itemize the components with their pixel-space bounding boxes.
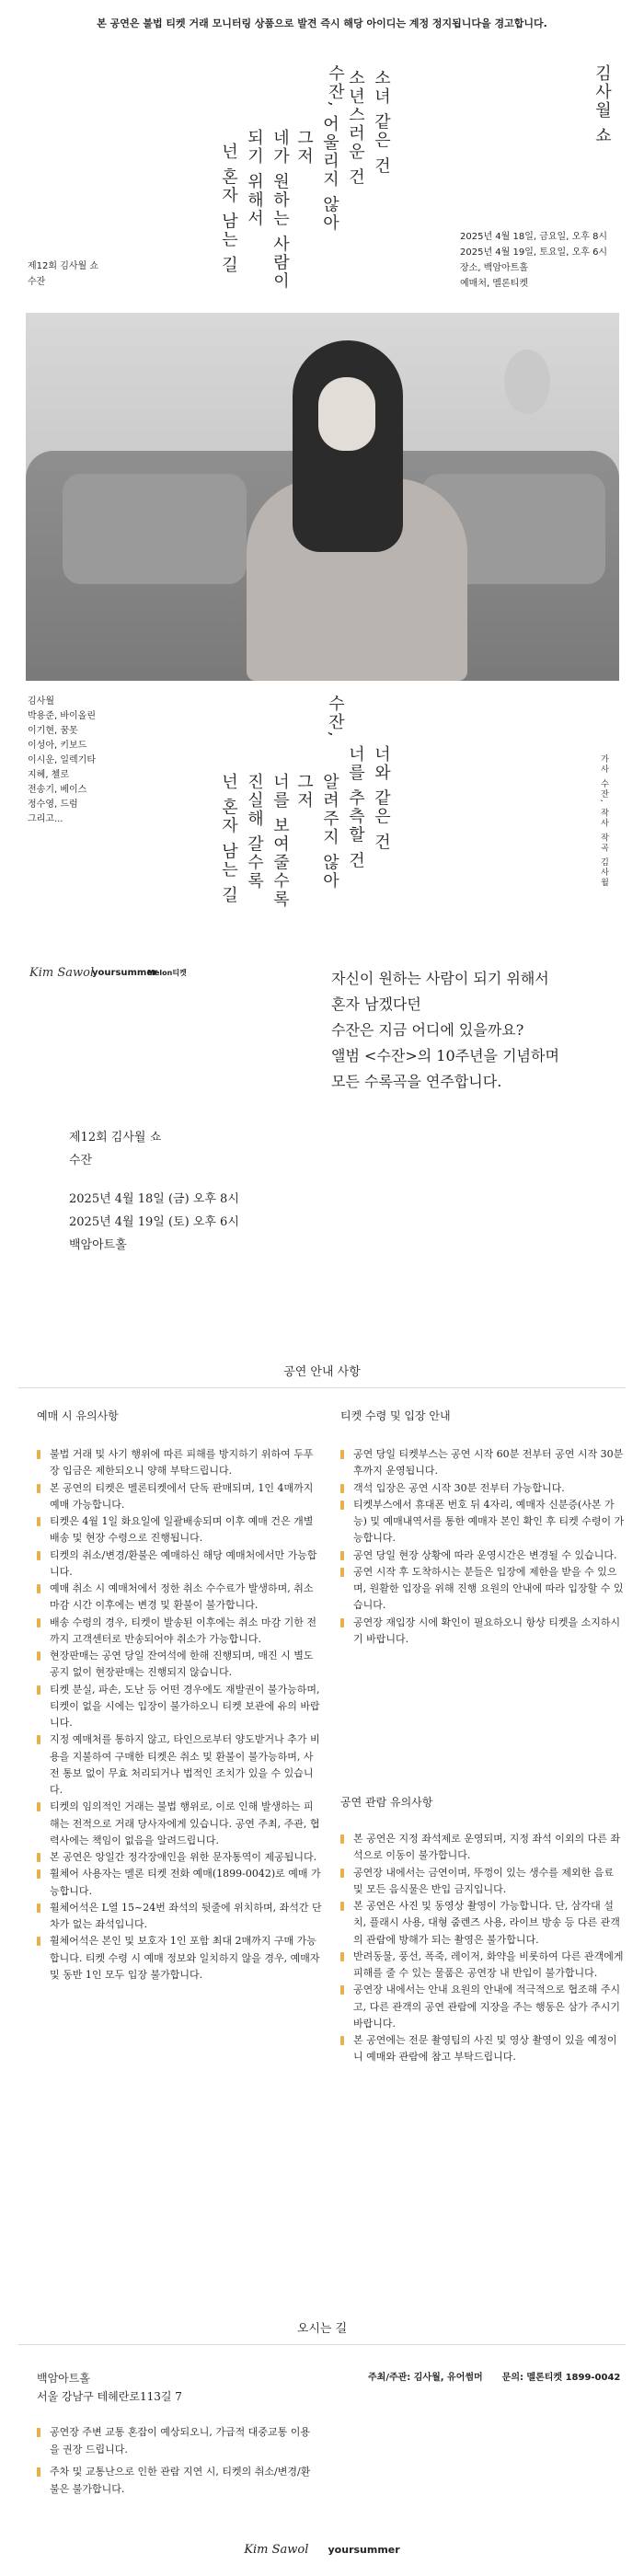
list-item: 휠체어 사용자는 멜론 티켓 전화 예매(1899-0042)로 예매 가능합니다.	[37, 1866, 322, 1900]
photo-figure-face	[318, 377, 375, 451]
photo-cushion	[63, 474, 247, 584]
info-venue: 백암아트홀	[69, 1237, 127, 1252]
list-item: 본 공연에는 전문 촬영팀의 사진 및 영상 촬영이 있을 예정이니 예매와 관람에 참고 부탁드립니다.	[340, 2032, 626, 2066]
notice-left-list	[37, 1446, 322, 1984]
list-item: 휠체어석은 본인 및 보호자 1인 포함 최대 2매까지 구매 가능합니다. 티켓 수령 시 예매 정보와 일치하지 않을 경우, 예매자 및 동반 1인 모두 입장 불가합니다.	[37, 1933, 322, 1984]
list-item: 본 공연은 앙일간 정각장애인을 위한 문자통역이 제공됩니다.	[37, 1849, 322, 1866]
directions-host: 주최/주관: 김사월, 유어썸머	[368, 2373, 483, 2383]
poster-artist-title: 김사월 쇼	[592, 64, 612, 145]
list-item: 공연 당일 티켓부스는 공연 시작 60분 전부터 공연 시작 30분 후까지 운영됩니다.	[340, 1446, 626, 1480]
intro-line: 앨범 <수잔>의 10주년을 기념하며	[331, 1047, 559, 1064]
artist-photo	[26, 313, 619, 681]
list-item: 본 공연의 티켓은 멜론티켓에서 단독 판매되며, 1인 4매까지 예매 가능합니다.	[37, 1480, 322, 1514]
list-item: 공연 시작 후 도착하시는 분들은 입장에 제한을 받을 수 있으며, 원활한 입장을 위해 진행 요원의 안내에 따라 입장할 수 있습니다.	[340, 1564, 626, 1615]
bottom-lyric-col: 알려주지 않아	[319, 773, 339, 891]
intro-text	[331, 966, 626, 1095]
list-item: 주차 및 교통난으로 인한 관람 지연 시, 티켓의 취소/변경/환불은 불가합니다.	[37, 2464, 313, 2498]
list-item: 반려동물, 풍선, 폭죽, 레이저, 화약을 비롯하여 다른 관객에게 피해를 줄 수 있는 물품은 공연장 내 반입이 불가합니다.	[340, 1949, 626, 1983]
bottom-lyric-col: 그저	[293, 773, 314, 810]
poster-date-2: 2025년 4월 19일, 토요일, 오후 6시	[460, 247, 608, 258]
list-item: 공연장 주변 교통 혼잡이 예상되오니, 가급적 대중교통 이용을 권장 드립니다.	[37, 2424, 313, 2458]
list-item: 객석 입장은 공연 시작 30분 전부터 가능합니다.	[340, 1480, 626, 1497]
photo-lamp	[504, 350, 550, 414]
list-item: 본 공연은 지정 좌석제로 운영되며, 지정 좌석 이외의 다른 좌석으로 이동이 불가합니다.	[340, 1831, 626, 1865]
credit-line: 이성아, 키보드	[28, 741, 87, 751]
poster-top-heading: 수잔,	[325, 64, 345, 109]
top-lyric-col: 그저	[293, 129, 314, 166]
poster-credits	[28, 695, 96, 827]
poster-bottom-heading: 수잔,	[325, 695, 345, 739]
poster-venue: 장소, 백암아트홀	[460, 263, 528, 273]
notice-right-heading-2: 공연 관람 유의사항	[340, 1796, 433, 1809]
poster-show-label: 제12회 김사월 쇼	[28, 261, 99, 271]
directions-inquiry: 문의: 멜론티켓 1899-0042	[501, 2373, 621, 2383]
list-item: 티켓의 임의적인 거래는 불법 행위로, 이로 인해 발생하는 피해는 전적으로 거래 당사자에게 있습니다. 공연 주최, 주관, 협력사에는 책임이 없음을 알려드립니다.	[37, 1799, 322, 1849]
credit-line: 박용준, 바이올린	[28, 711, 96, 721]
credit-line: 지혜, 첼로	[28, 770, 69, 780]
directions-address: 서울 강남구 테헤란로113길 7	[37, 2390, 182, 2404]
notice-right-list	[340, 1446, 626, 1648]
footer-logos	[0, 2539, 644, 2557]
notice-right-heading: 티켓 수령 및 입장 안내	[340, 1409, 451, 1422]
credit-line: 이시운, 일렉기타	[28, 755, 96, 765]
info-date-1: 2025년 4월 18일 (금) 오후 8시	[69, 1192, 239, 1207]
intro-line: 자신이 원하는 사람이 되기 위해서	[331, 970, 549, 987]
poster-brand-melon: Melon티켓	[147, 969, 187, 977]
bottom-lyric-col: 너를 추측할 건	[345, 745, 365, 870]
top-lyric-col: 소녀 같은 건	[371, 69, 391, 176]
list-item: 본 공연은 사진 및 동영상 촬영이 가능합니다. 단, 삼각대 설치, 플래시 사용, 대형 줌렌즈 사용, 라이브 방송 등 다른 관객의 관람에 방해가 되는 촬영은 불가합니다.	[340, 1898, 626, 1949]
list-item: 불법 거래 및 사기 행위에 따른 피해를 방지하기 위하여 두푸장 입금은 제한되오니 양해 부탁드립니다.	[37, 1446, 322, 1480]
list-item: 티켓은 4월 1일 화요일에 일괄배송되며 이후 예매 건은 개별 배송 및 현장 수령으로 진행됩니다.	[37, 1513, 322, 1547]
directions-venue-block	[37, 2369, 182, 2407]
list-item: 공연장 내에서는 안내 요원의 안내에 적극적으로 협조해 주시고, 다른 관객의 공연 관람에 지장을 주는 행동은 삼가 주시기 바랍니다.	[340, 1982, 626, 2032]
credit-line: 그리고...	[28, 814, 63, 824]
ticket-warning-banner: 본 공연은 불법 티켓 거래 모니터링 상품으로 발견 즉시 해당 아이디는 계정 정지됩니다을 경고합니다.	[97, 17, 547, 29]
directions-notes	[37, 2424, 313, 2504]
directions-divider	[18, 2344, 626, 2345]
poster-show-sub: 수잔	[28, 277, 46, 287]
list-item: 배송 수령의 경우, 티켓이 발송된 이후에는 취소 마감 기한 전까지 고객센터로 반송되어야 취소가 가능합니다.	[37, 1615, 322, 1649]
notice-left-heading: 예매 시 유의사항	[37, 1409, 119, 1422]
show-info	[69, 1127, 239, 1257]
footer-brand-yoursummer: yoursummer	[328, 2544, 400, 2556]
list-item: 티켓 분실, 파손, 도난 등 어떤 경우에도 재발권이 불가능하며, 티켓이 없을 시에는 입장이 불가하오니 티켓 보관에 유의 바랍니다.	[37, 1682, 322, 1732]
top-lyric-col: 어울리지 않아	[319, 115, 339, 233]
credit-line: 김사월	[28, 696, 54, 707]
poster-side-note: 가사 수잔, 작사 작곡 김사월	[599, 754, 608, 889]
list-item: 휠체어석은 L열 15~24번 좌석의 뒷줄에 위치하며, 좌석간 단차가 없는 좌석입니다.	[37, 1900, 322, 1934]
notice-title: 공연 안내 사항	[283, 1365, 361, 1379]
directions-contact	[368, 2369, 620, 2383]
bottom-lyric-col: 너를 보여줄수록	[270, 773, 290, 909]
notice-divider	[18, 1387, 626, 1388]
credit-line: 전송기, 베이스	[28, 785, 87, 795]
bottom-lyric-col: 진실해 갈수록	[244, 773, 264, 891]
list-item: 티켓부스에서 휴대폰 번호 뒤 4자리, 예매자 신분증(사본 가능) 및 예매내역서를 통한 예매자 본인 확인 후 티켓 수령이 가능합니다.	[340, 1497, 626, 1547]
info-title: 수잔	[69, 1153, 93, 1167]
directions-title: 오시는 길	[296, 2322, 348, 2336]
list-item: 공연장 재입장 시에 확인이 필요하오니 항상 티켓을 소지하시기 바랍니다.	[340, 1615, 626, 1649]
intro-line: 수잔은 지금 어디에 있을까요?	[331, 1021, 524, 1039]
list-item: 티켓의 취소/변경/환불은 예매하신 해당 예매처에서만 가능합니다.	[37, 1547, 322, 1581]
top-lyric-col: 넌 혼자 남는 길	[218, 143, 238, 275]
poster-date-1: 2025년 4월 18일, 금요일, 오후 8시	[460, 232, 608, 242]
poster-booking: 예매처, 멜론티켓	[460, 279, 528, 289]
notice-right-list-2	[340, 1831, 626, 2066]
info-date-2: 2025년 4월 19일 (토) 오후 6시	[69, 1215, 239, 1230]
bottom-lyric-col: 너와 같은 건	[371, 745, 391, 852]
top-lyric-col: 되기 위해서	[244, 129, 264, 228]
list-item: 현장판매는 공연 당일 잔여석에 한해 진행되며, 매진 시 별도 공지 없이 현장판매는 진행되지 않습니다.	[37, 1648, 322, 1682]
directions-venue: 백암아트홀	[37, 2372, 90, 2385]
poster	[0, 46, 644, 1067]
credit-line: 이기현, 꿈못	[28, 726, 78, 736]
list-item: 지정 예매처를 통하지 않고, 타인으로부터 양도받거나 추가 비용을 지불하여 구매한 티켓은 취소 및 환불이 불가능하며, 사전 통보 없이 무효 처리되거나 법적인 조치가 있을 수 있습니다.	[37, 1731, 322, 1799]
info-show: 제12회 김사월 쇼	[69, 1131, 162, 1144]
poster-signature-logo: Kim Sawol	[29, 966, 95, 980]
credit-line: 정수영, 드럼	[28, 799, 78, 810]
top-lyric-col: 소년스러운 건	[345, 69, 365, 187]
list-item: 예매 취소 시 예매처에서 정한 취소 수수료가 발생하며, 취소 마감 시간 이후에는 변경 및 환불이 불가합니다.	[37, 1581, 322, 1615]
poster-brand-yoursummer: yoursummer	[92, 968, 158, 978]
list-item: 공연장 내에서는 금연이며, 뚜껑이 있는 생수를 제외한 음료 및 모든 음식물은 반입 금지입니다.	[340, 1865, 626, 1899]
top-lyric-col: 네가 원하는 사람이	[270, 129, 290, 291]
list-item: 공연 당일 현장 상황에 따라 운영시간은 변경될 수 있습니다.	[340, 1547, 626, 1564]
intro-line: 혼자 남겠다던	[331, 995, 421, 1013]
intro-line: 모든 수록곡을 연주합니다.	[331, 1073, 502, 1090]
bottom-lyric-col: 넌 혼자 남는 길	[218, 773, 238, 905]
footer-signature-logo: Kim Sawol	[244, 2543, 309, 2557]
